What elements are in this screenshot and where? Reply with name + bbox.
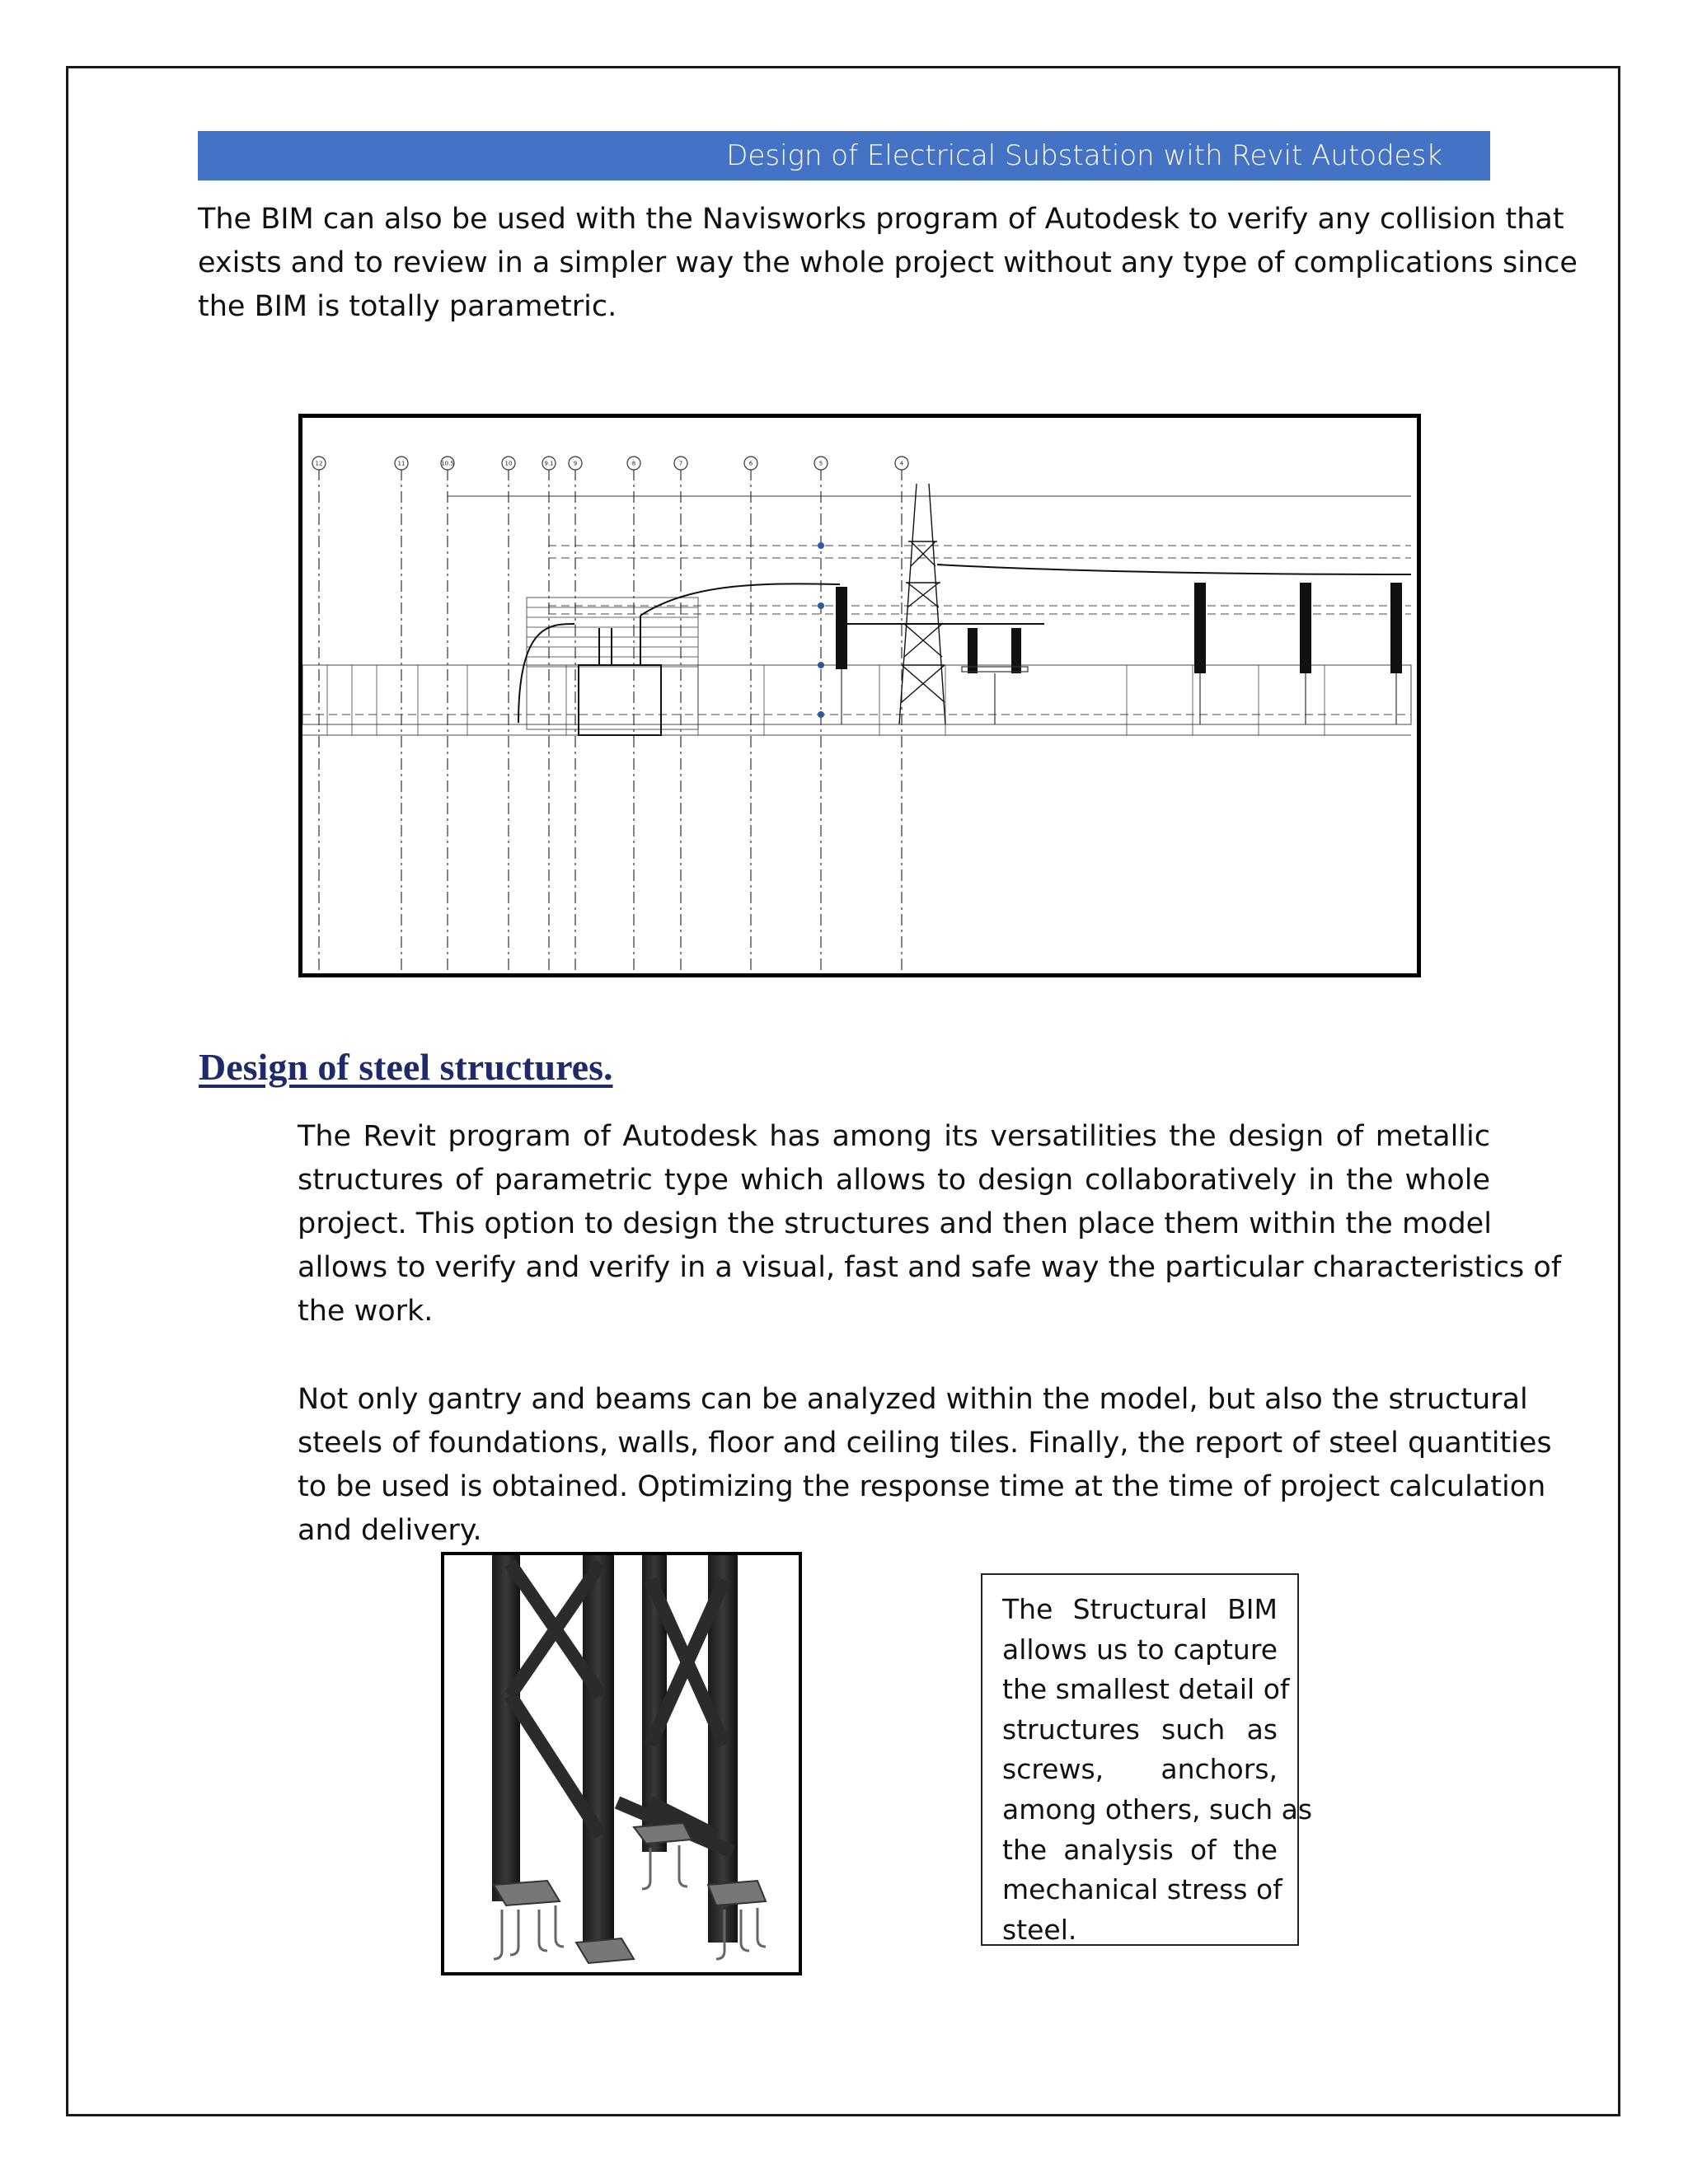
caption-line: allows us to capture [1002, 1633, 1278, 1666]
paragraph-line: to be used is obtained. Optimizing the response time at the time of project calculation [298, 1470, 1546, 1503]
grid-bubble-label: 6 [748, 460, 753, 467]
substation-elevation-svg [302, 418, 1417, 973]
intro-line: The BIM can also be used with the Navisworks program of Autodesk to verify any collision that [198, 203, 1564, 236]
paragraph-line: the work. [298, 1295, 434, 1328]
substation-elevation-drawing [298, 414, 1421, 977]
section-paragraph-1 [298, 1115, 1562, 1333]
caption-line: structures such as [1002, 1713, 1278, 1746]
grid-bubble-label: 12 [315, 460, 323, 467]
running-header [198, 131, 1490, 180]
paragraph-line: project. This option to design the structures and then place them within the model [298, 1207, 1492, 1240]
running-header-title: Design of Electrical Substation with Revit Autodesk [726, 139, 1442, 172]
section-heading: Design of steel structures. [199, 1046, 613, 1088]
caption-box [981, 1573, 1313, 1946]
grid-bubble-label: 9.1 [544, 460, 554, 467]
caption-line: screws, anchors, [1002, 1753, 1278, 1786]
paragraph-line: allows to verify and verify in a visual, fast and safe way the particular characteristics of [298, 1251, 1562, 1284]
grid-bubble-label: 11 [397, 460, 406, 467]
steel-structure-render [441, 1552, 802, 1975]
paragraph-line: steels of foundations, walls, floor and ceiling tiles. Finally, the report of steel quantities [298, 1427, 1552, 1460]
intro-line: the BIM is totally parametric. [198, 290, 617, 323]
caption-line: the smallest detail of [1002, 1673, 1290, 1706]
section-paragraph-2 [298, 1378, 1552, 1553]
caption-line: the analysis of the [1002, 1833, 1278, 1866]
caption-line: mechanical stress of [1002, 1873, 1282, 1906]
paragraph-line: structures of parametric type which allows to design collaboratively in the whole [298, 1164, 1490, 1197]
grid-bubble-label: 10.5 [441, 460, 454, 467]
grid-bubble-label: 5 [818, 460, 823, 467]
caption-line: among others, such as [1002, 1793, 1313, 1825]
intro-line: exists and to review in a simpler way the whole project without any type of complications since [198, 246, 1578, 279]
grid-bubble-label: 9 [573, 460, 578, 467]
grid-bubble-label: 4 [899, 460, 904, 467]
paragraph-line: and delivery. [298, 1514, 482, 1547]
caption-line: steel. [1002, 1913, 1077, 1946]
paragraph-line: The Revit program of Autodesk has among its versatilities the design of metallic [298, 1120, 1490, 1153]
grid-bubble-label: 7 [678, 460, 683, 467]
page-border [66, 66, 1620, 2116]
grid-bubble-label: 8 [631, 460, 636, 467]
intro-paragraph [198, 198, 1578, 329]
caption-line: The Structural BIM [1002, 1593, 1278, 1625]
steel-structure-svg [444, 1555, 799, 1972]
grid-bubble-label: 10 [504, 460, 513, 467]
paragraph-line: Not only gantry and beams can be analyzed within the model, but also the structural [298, 1383, 1528, 1416]
